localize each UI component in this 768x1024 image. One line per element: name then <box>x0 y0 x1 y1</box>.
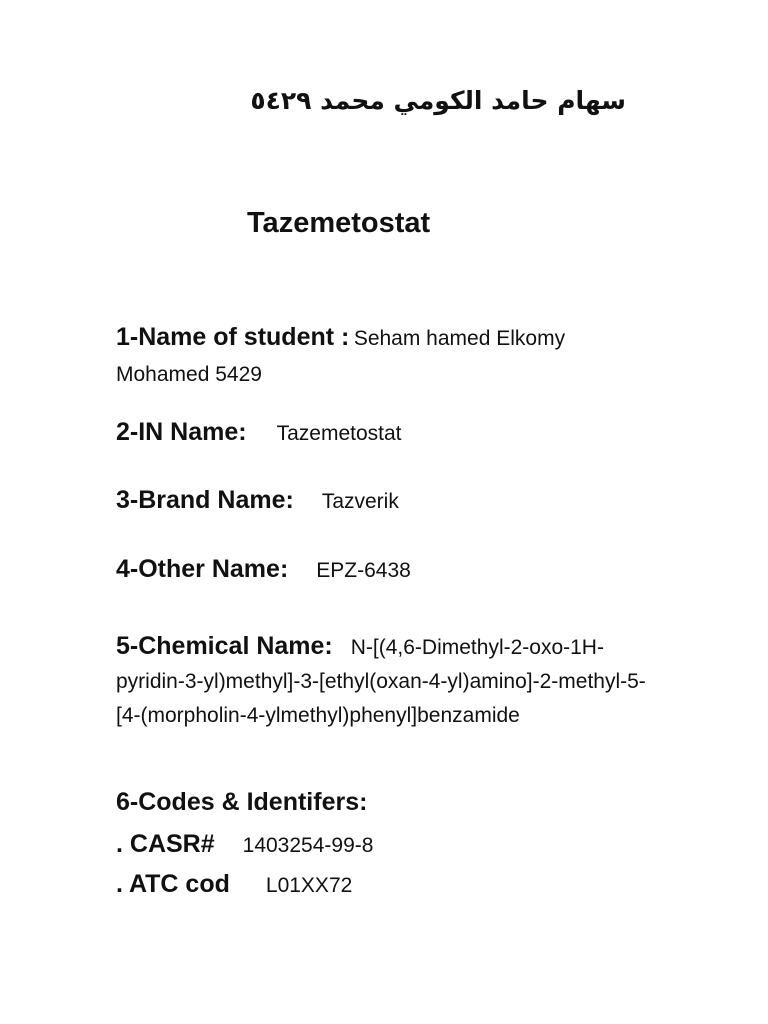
atc-value: L01XX72 <box>265 874 353 897</box>
in-name-label: 2-IN Name: <box>116 418 247 446</box>
arabic-student-name: سهام حامد الكومي محمد ٥٤٢٩ <box>250 86 626 115</box>
field-casr <box>116 830 656 859</box>
field-in-name <box>116 418 656 447</box>
brand-name-value: Tazverik <box>321 490 399 513</box>
field-brand-name <box>116 486 656 515</box>
other-name-value: EPZ-6438 <box>316 559 411 582</box>
field-atc <box>116 870 656 899</box>
atc-label: . ATC cod <box>116 870 230 898</box>
student-name-value: Seham hamed Elkomy Mohamed 5429 <box>116 327 566 386</box>
field-chemical-name <box>116 630 656 734</box>
brand-name-label: 3-Brand Name: <box>116 486 294 514</box>
casr-label: . CASR# <box>116 830 215 858</box>
chemical-name-value: N-[(4,6-Dimethyl-2-oxo-1H-pyridin-3-yl)methyl]-3-[ethyl(oxan-4-yl)amino]-2-methyl-5-[4-(morpholin-4-ylmethyl)phenyl]benzamide <box>116 636 646 727</box>
codes-heading-label: 6-Codes & Identifers: <box>116 788 368 816</box>
field-codes-heading <box>116 788 656 817</box>
chemical-name-label: 5-Chemical Name: <box>116 632 333 660</box>
student-name-label: 1-Name of student : <box>116 323 350 351</box>
field-student-name <box>116 320 656 394</box>
document-title: Tazemetostat <box>247 207 431 239</box>
field-other-name <box>116 555 656 584</box>
in-name-value: Tazemetostat <box>276 422 402 445</box>
casr-value: 1403254-99-8 <box>242 834 374 857</box>
other-name-label: 4-Other Name: <box>116 555 289 583</box>
